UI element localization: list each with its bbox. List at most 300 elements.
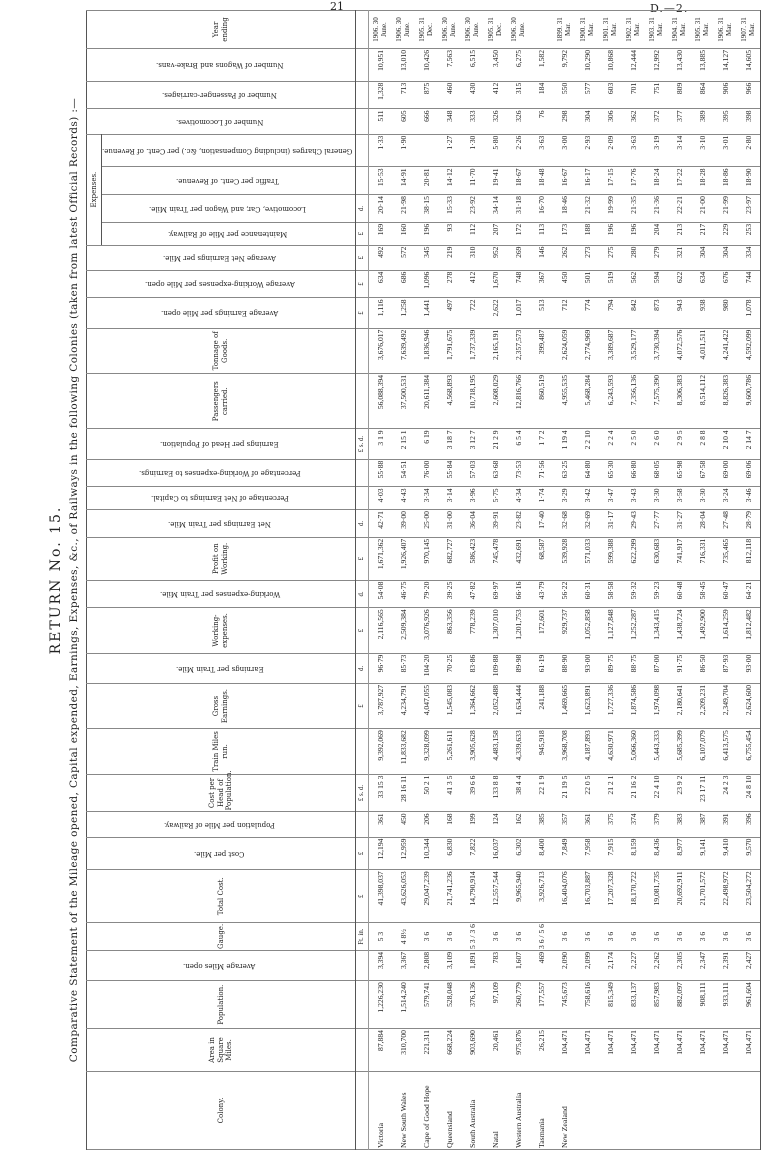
unit-cell: £ <box>355 837 368 870</box>
cell-cost-per-head: 24 8 10 <box>737 774 761 812</box>
cell-cost-per-mile: 10,344 <box>415 837 438 870</box>
cell-year: 1906. 31 Mar. <box>714 11 737 49</box>
cell-train-miles: 9,328,099 <box>415 729 438 774</box>
cell-year: 1905. 31 Dec. <box>415 11 438 49</box>
header-total-cost: Total Cost. <box>87 870 356 923</box>
cell-nptm: 39·91 <box>484 510 507 538</box>
cell-nptm: 31·00 <box>438 510 461 538</box>
cell-npm: 334 <box>737 245 761 270</box>
cell-eph: 2 2 10 <box>576 429 599 459</box>
cell-passengers: 4,955,535 <box>553 374 576 429</box>
cell-population: 528,048 <box>438 981 461 1029</box>
cell-tonnage: 2,357,573 <box>507 328 530 373</box>
cell-year: 1906. 30 June. <box>461 11 484 49</box>
header-earnings-per-mile: Average Earnings per Mile open. <box>161 309 279 318</box>
cell-pnc: 4·03 <box>368 487 392 510</box>
unit-cell <box>355 11 368 49</box>
cell-profit: 432,691 <box>507 537 530 580</box>
cell-pop-per-mile: 168 <box>438 812 461 837</box>
header-passengers: Passengers carried. <box>87 374 356 429</box>
cell-npm: 310 <box>461 245 484 270</box>
cell-population: 745,673 <box>553 981 576 1029</box>
cell-wptm: 58·58 <box>599 580 622 608</box>
header-train-miles: Train Miles run. <box>87 729 356 774</box>
cell-wpm: 450 <box>553 270 576 298</box>
cell-passengers: 37,500,531 <box>392 374 415 429</box>
header-wexp-per-mile: Average Working-expenses per Mile open. <box>144 280 295 289</box>
cell-wpm: 744 <box>737 270 761 298</box>
cell-wexp: 1,307,010 <box>484 608 507 653</box>
cell-wptm: 47·82 <box>461 580 484 608</box>
cell-population: 815,349 <box>599 981 622 1029</box>
unit-cell <box>355 81 368 109</box>
header-tonnage: Tonnage of Goods. <box>87 328 356 373</box>
return-number-heading: RETURN No. 15. <box>48 505 64 655</box>
page-number: 21 <box>330 0 344 13</box>
cell-pwe: 71·56 <box>530 459 553 487</box>
unit-cell <box>355 1071 368 1149</box>
cell-traffic: 14·91 <box>392 167 415 195</box>
cell-pop-per-mile: 124 <box>484 812 507 837</box>
cell-wptm: 54·08 <box>368 580 392 608</box>
header-population: Population. <box>87 981 356 1029</box>
cell-npm: 280 <box>622 245 645 270</box>
unit-cell <box>355 459 368 487</box>
cell-gross: 1,469,665 <box>553 683 576 728</box>
cell-total-cost: 17,207,328 <box>599 870 622 923</box>
cell-carriages: 603 <box>599 81 622 109</box>
cell-cost-per-head: 21 19 5 <box>553 774 576 812</box>
cell-nptm: 31·17 <box>599 510 622 538</box>
cell-maint: 204 <box>645 222 668 245</box>
cell-cost-per-mile: 6,830 <box>438 837 461 870</box>
cell-tonnage: 1,836,946 <box>415 328 438 373</box>
cell-wptm: 43·79 <box>530 580 553 608</box>
cell-total-cost: 43,626,053 <box>392 870 415 923</box>
cell-wptm: 39·25 <box>438 580 461 608</box>
cell-gauge: 3 6 <box>668 923 691 951</box>
cell-colony: New South Wales <box>392 1071 415 1149</box>
cell-traffic: 17·22 <box>668 167 691 195</box>
cell-area: 20,461 <box>484 1029 507 1072</box>
cell-train-miles: 9,392,069 <box>368 729 392 774</box>
cell-passengers: 56,088,394 <box>368 374 392 429</box>
cell-cost-per-mile: 12,959 <box>392 837 415 870</box>
cell-miles: 2,262 <box>645 950 668 980</box>
cell-eptm: 87·93 <box>714 653 737 683</box>
cell-gross: 4,234,791 <box>392 683 415 728</box>
cell-wptm: 60·31 <box>576 580 599 608</box>
cell-total-cost: 41,398,037 <box>368 870 392 923</box>
cell-tonnage: 4,072,576 <box>668 328 691 373</box>
cell-general: 2·09 <box>599 134 622 167</box>
table-row <box>392 11 415 1150</box>
cell-cost-per-head: 133 8 8 <box>484 774 507 812</box>
cell-locos: 304 <box>576 109 599 134</box>
cell-epm: 980 <box>714 298 737 328</box>
cell-locos: 377 <box>668 109 691 134</box>
table-row <box>668 11 691 1150</box>
cell-pop-per-mile: 396 <box>737 812 761 837</box>
cell-cost-per-head: 41 3 5 <box>438 774 461 812</box>
cell-gross: 2,349,704 <box>714 683 737 728</box>
cell-profit: 586,423 <box>461 537 484 580</box>
cell-tonnage: 2,624,059 <box>553 328 576 373</box>
cell-colony: Cape of Good Hope <box>415 1071 438 1149</box>
cell-miles: 1,607 <box>507 950 530 980</box>
cell-locos: 306 <box>599 109 622 134</box>
cell-pwe: 68·05 <box>645 459 668 487</box>
cell-maint: 217 <box>691 222 714 245</box>
cell-cost-per-mile: 12,194 <box>368 837 392 870</box>
cell-eph: 6 19 <box>415 429 438 459</box>
cell-epm: 1,116 <box>368 298 392 328</box>
cell-cost-per-head: 23 17 11 <box>691 774 714 812</box>
cell-maint: 173 <box>553 222 576 245</box>
cell-colony <box>576 1071 599 1149</box>
rotated-page-content <box>40 10 757 1150</box>
cell-traffic: 16·67 <box>553 167 576 195</box>
unit-cell <box>355 328 368 373</box>
cell-gross: 1,634,444 <box>507 683 530 728</box>
cell-carriages: 550 <box>553 81 576 109</box>
cell-cost-per-head: 39 6 6 <box>461 774 484 812</box>
cell-train-miles: 4,187,893 <box>576 729 599 774</box>
cell-maint: 253 <box>737 222 761 245</box>
unit-cell: d. <box>355 510 368 538</box>
unit-cell: £ <box>355 270 368 298</box>
cell-eph: 2 9 5 <box>668 429 691 459</box>
cell-pnc: 1·74 <box>530 487 553 510</box>
cell-wexp: 1,492,900 <box>691 608 714 653</box>
cell-wexp: 1,343,415 <box>645 608 668 653</box>
cell-cost-per-mile: 8,436 <box>645 837 668 870</box>
cell-profit: 970,145 <box>415 537 438 580</box>
cell-wagons: 10,868 <box>599 49 622 82</box>
cell-miles: 2,427 <box>737 950 761 980</box>
cell-pwe: 64·80 <box>576 459 599 487</box>
cell-carriages: 430 <box>461 81 484 109</box>
cell-traffic: 14·12 <box>438 167 461 195</box>
header-pop-per-mile: Population per Mile of Railway. <box>164 820 276 829</box>
header-wagons: Number of Wagons and Brake-vans. <box>155 61 284 70</box>
cell-passengers: 7,575,390 <box>645 374 668 429</box>
cell-npm: 275 <box>599 245 622 270</box>
cell-tonnage: 1,791,675 <box>438 328 461 373</box>
cell-carriages: 460 <box>438 81 461 109</box>
cell-nptm: 36·04 <box>461 510 484 538</box>
cell-general: 1·90 <box>392 134 415 167</box>
cell-pnc: 4·43 <box>392 487 415 510</box>
cell-wexp: 172,601 <box>530 608 553 653</box>
cell-carriages: 184 <box>530 81 553 109</box>
cell-eptm: 89·75 <box>599 653 622 683</box>
cell-population: 961,604 <box>737 981 761 1029</box>
header-year: Year ending <box>87 11 356 49</box>
cell-passengers: 7,356,136 <box>622 374 645 429</box>
cell-pop-per-mile: 379 <box>645 812 668 837</box>
cell-miles: 3,367 <box>392 950 415 980</box>
cell-tonnage: 4,592,099 <box>737 328 761 373</box>
cell-tonnage: 4,011,511 <box>691 328 714 373</box>
cell-total-cost: 23,504,272 <box>737 870 761 923</box>
header-net-per-train-mile: Net Earnings per Train Mile. <box>168 519 272 528</box>
cell-carriages: 864 <box>691 81 714 109</box>
cell-miles: 2,347 <box>691 950 714 980</box>
cell-traffic: 16·17 <box>576 167 599 195</box>
cell-area: 668,224 <box>438 1029 461 1072</box>
cell-wptm: 64·21 <box>737 580 761 608</box>
cell-maint: 229 <box>714 222 737 245</box>
cell-general: 1·33 <box>368 134 392 167</box>
cell-loco: 20·14 <box>368 195 392 223</box>
cell-epm: 497 <box>438 298 461 328</box>
cell-train-miles: 4,483,158 <box>484 729 507 774</box>
cell-pop-per-mile: 199 <box>461 812 484 837</box>
cell-traffic: 17·76 <box>622 167 645 195</box>
cell-carriages: 906 <box>714 81 737 109</box>
cell-wpm: 634 <box>691 270 714 298</box>
cell-wagons: 10,290 <box>576 49 599 82</box>
header-traffic: Traffic per Cent. of Revenue. <box>175 177 279 186</box>
header-gauge: Gauge. <box>87 923 356 951</box>
cell-pnc: 3·96 <box>461 487 484 510</box>
cell-wptm: 60·48 <box>668 580 691 608</box>
cell-loco: 21·32 <box>576 195 599 223</box>
cell-locos: 372 <box>645 109 668 134</box>
cell-passengers: 860,519 <box>530 374 553 429</box>
cell-locos: 511 <box>368 109 392 134</box>
header-gross-earnings: Gross Earnings. <box>87 683 356 728</box>
cell-pnc: 4·34 <box>507 487 530 510</box>
cell-wexp: 1,614,259 <box>714 608 737 653</box>
cell-colony: Tasmania <box>530 1071 553 1149</box>
cell-wagons: 3,450 <box>484 49 507 82</box>
cell-miles: 3,109 <box>438 950 461 980</box>
cell-gauge: 4 8½ <box>392 923 415 951</box>
cell-pwe: 65·98 <box>668 459 691 487</box>
cell-cost-per-mile: 7,849 <box>553 837 576 870</box>
cell-gross: 1,727,336 <box>599 683 622 728</box>
cell-traffic: 19·41 <box>484 167 507 195</box>
cell-pop-per-mile: 450 <box>392 812 415 837</box>
unit-cell <box>355 109 368 134</box>
cell-gross: 4,047,055 <box>415 683 438 728</box>
cell-cost-per-head: 23 9 2 <box>668 774 691 812</box>
cell-miles: 469 <box>530 950 553 980</box>
cell-traffic: 18·24 <box>645 167 668 195</box>
cell-total-cost: 18,170,722 <box>622 870 645 923</box>
cell-gross: 2,180,641 <box>668 683 691 728</box>
cell-miles: 2,090 <box>553 950 576 980</box>
cell-npm: 572 <box>392 245 415 270</box>
cell-pwe: 57·03 <box>461 459 484 487</box>
cell-locos: 76 <box>530 109 553 134</box>
cell-colony: South Australia <box>461 1071 484 1149</box>
cell-eph: 2 10 4 <box>714 429 737 459</box>
table-row <box>645 11 668 1150</box>
unit-cell <box>355 487 368 510</box>
cell-nptm: 32·68 <box>553 510 576 538</box>
cell-general: 3·63 <box>622 134 645 167</box>
cell-train-miles: 5,066,360 <box>622 729 645 774</box>
cell-pwe: 67·58 <box>691 459 714 487</box>
cell-wagons: 6,275 <box>507 49 530 82</box>
header-colony: Colony. <box>87 1071 356 1149</box>
cell-eptm: 104·20 <box>415 653 438 683</box>
cell-train-miles: 4,630,971 <box>599 729 622 774</box>
header-expenses-group: Expenses. <box>87 134 102 245</box>
cell-nptm: 29·43 <box>622 510 645 538</box>
cell-gauge: 3 6 <box>737 923 761 951</box>
cell-area: 104,471 <box>576 1029 599 1072</box>
cell-wagons: 6,515 <box>461 49 484 82</box>
header-locomotives: Number of Locomotives. <box>176 117 264 126</box>
cell-pnc: 3·43 <box>622 487 645 510</box>
cell-area: 104,471 <box>645 1029 668 1072</box>
cell-nptm: 27·48 <box>714 510 737 538</box>
cell-wexp: 778,239 <box>461 608 484 653</box>
cell-passengers: 4,568,893 <box>438 374 461 429</box>
table-row <box>438 11 461 1150</box>
cell-train-miles: 11,833,682 <box>392 729 415 774</box>
cell-traffic: 18·86 <box>714 167 737 195</box>
cell-year: 1906. 30 June. <box>368 11 392 49</box>
cell-cost-per-mile: 8,400 <box>530 837 553 870</box>
cell-eptm: 88·90 <box>553 653 576 683</box>
cell-locos: 326 <box>507 109 530 134</box>
cell-tonnage: 7,639,492 <box>392 328 415 373</box>
cell-pop-per-mile: 374 <box>622 812 645 837</box>
cell-area: 26,215 <box>530 1029 553 1072</box>
cell-tonnage: 3,676,017 <box>368 328 392 373</box>
cell-locos: 348 <box>438 109 461 134</box>
cell-wagons: 13,010 <box>392 49 415 82</box>
cell-maint: 196 <box>622 222 645 245</box>
cell-traffic: 18·90 <box>737 167 761 195</box>
cell-population: 933,111 <box>714 981 737 1029</box>
cell-wagons: 14,127 <box>714 49 737 82</box>
cell-wexp: 1,438,724 <box>668 608 691 653</box>
cell-wagons: 9,792 <box>553 49 576 82</box>
cell-eptm: 93·00 <box>737 653 761 683</box>
cell-wpm: 622 <box>668 270 691 298</box>
cell-wpm: 686 <box>392 270 415 298</box>
cell-wptm: 46·75 <box>392 580 415 608</box>
cell-loco: 22·21 <box>668 195 691 223</box>
cell-gross: 1,874,586 <box>622 683 645 728</box>
cell-pnc: 5·75 <box>484 487 507 510</box>
cell-epm: 2,622 <box>484 298 507 328</box>
cell-loco: 18·46 <box>553 195 576 223</box>
cell-gauge: 3 6 / 5 6 <box>530 923 553 951</box>
cell-train-miles: 6,413,575 <box>714 729 737 774</box>
cell-pop-per-mile: 385 <box>530 812 553 837</box>
cell-traffic: 18·48 <box>530 167 553 195</box>
cell-year: 1906. 30 June. <box>392 11 415 49</box>
cell-pwe: 55·88 <box>368 459 392 487</box>
cell-train-miles: 4,339,633 <box>507 729 530 774</box>
cell-epm: 842 <box>622 298 645 328</box>
cell-year: 1905. 31 Mar. <box>691 11 714 49</box>
cell-gauge: 3 6 <box>484 923 507 951</box>
cell-wptm: 58·45 <box>691 580 714 608</box>
cell-year: 1907. 31 Mar. <box>737 11 761 49</box>
cell-cost-per-mile: 7,822 <box>461 837 484 870</box>
cell-area: 104,471 <box>714 1029 737 1072</box>
cell-colony <box>599 1071 622 1149</box>
cell-pwe: 65·30 <box>599 459 622 487</box>
cell-eph: 3 12 7 <box>461 429 484 459</box>
cell-profit: 1,926,407 <box>392 537 415 580</box>
unit-cell <box>355 374 368 429</box>
cell-carriages: 412 <box>484 81 507 109</box>
unit-cell <box>355 981 368 1029</box>
cell-gross: 2,209,231 <box>691 683 714 728</box>
cell-epm: 1,017 <box>507 298 530 328</box>
cell-eptm: 83·86 <box>461 653 484 683</box>
cell-pnc: 3·30 <box>645 487 668 510</box>
cell-maint: 113 <box>530 222 553 245</box>
cell-cost-per-head: 22 1 9 <box>530 774 553 812</box>
cell-train-miles: 5,443,333 <box>645 729 668 774</box>
cell-nptm: 39·00 <box>392 510 415 538</box>
cell-colony: Queensland <box>438 1071 461 1149</box>
cell-year <box>530 11 553 49</box>
cell-colony <box>668 1071 691 1149</box>
cell-wpm: 594 <box>645 270 668 298</box>
cell-miles: 1,891 <box>461 950 484 980</box>
cell-pop-per-mile: 391 <box>714 812 737 837</box>
cell-area: 104,471 <box>691 1029 714 1072</box>
cell-traffic: 18·28 <box>691 167 714 195</box>
cell-total-cost: 21,701,572 <box>691 870 714 923</box>
cell-total-cost: 12,557,544 <box>484 870 507 923</box>
cell-wptm: 66·16 <box>507 580 530 608</box>
cell-cost-per-mile: 9,410 <box>714 837 737 870</box>
unit-cell: £ <box>355 608 368 653</box>
cell-pop-per-mile: 375 <box>599 812 622 837</box>
cell-miles: 2,174 <box>599 950 622 980</box>
cell-npm: 304 <box>714 245 737 270</box>
cell-miles: 3,394 <box>368 950 392 980</box>
cell-eptm: 87·00 <box>645 653 668 683</box>
cell-population: 882,097 <box>668 981 691 1029</box>
cell-general: 5·80 <box>484 134 507 167</box>
cell-area: 104,471 <box>599 1029 622 1072</box>
cell-epm: 873 <box>645 298 668 328</box>
cell-year: 1903. 31 Mar. <box>645 11 668 49</box>
cell-loco: 15·33 <box>438 195 461 223</box>
cell-tonnage: 3,389,687 <box>599 328 622 373</box>
cell-population: 177,557 <box>530 981 553 1029</box>
cell-total-cost: 14,790,914 <box>461 870 484 923</box>
unit-cell: £ <box>355 298 368 328</box>
cell-carriages: 701 <box>622 81 645 109</box>
cell-wagons: 12,444 <box>622 49 645 82</box>
cell-total-cost: 22,498,972 <box>714 870 737 923</box>
cell-pwe: 73·53 <box>507 459 530 487</box>
cell-profit: 599,388 <box>599 537 622 580</box>
cell-eph: 3 1 9 <box>368 429 392 459</box>
cell-miles: 2,808 <box>415 950 438 980</box>
cell-loco: 21·98 <box>392 195 415 223</box>
page-code: D.—2. <box>650 2 689 15</box>
cell-general: 3·10 <box>691 134 714 167</box>
unit-cell: £ <box>355 537 368 580</box>
cell-eph: 1 7 2 <box>530 429 553 459</box>
cell-profit: 622,299 <box>622 537 645 580</box>
